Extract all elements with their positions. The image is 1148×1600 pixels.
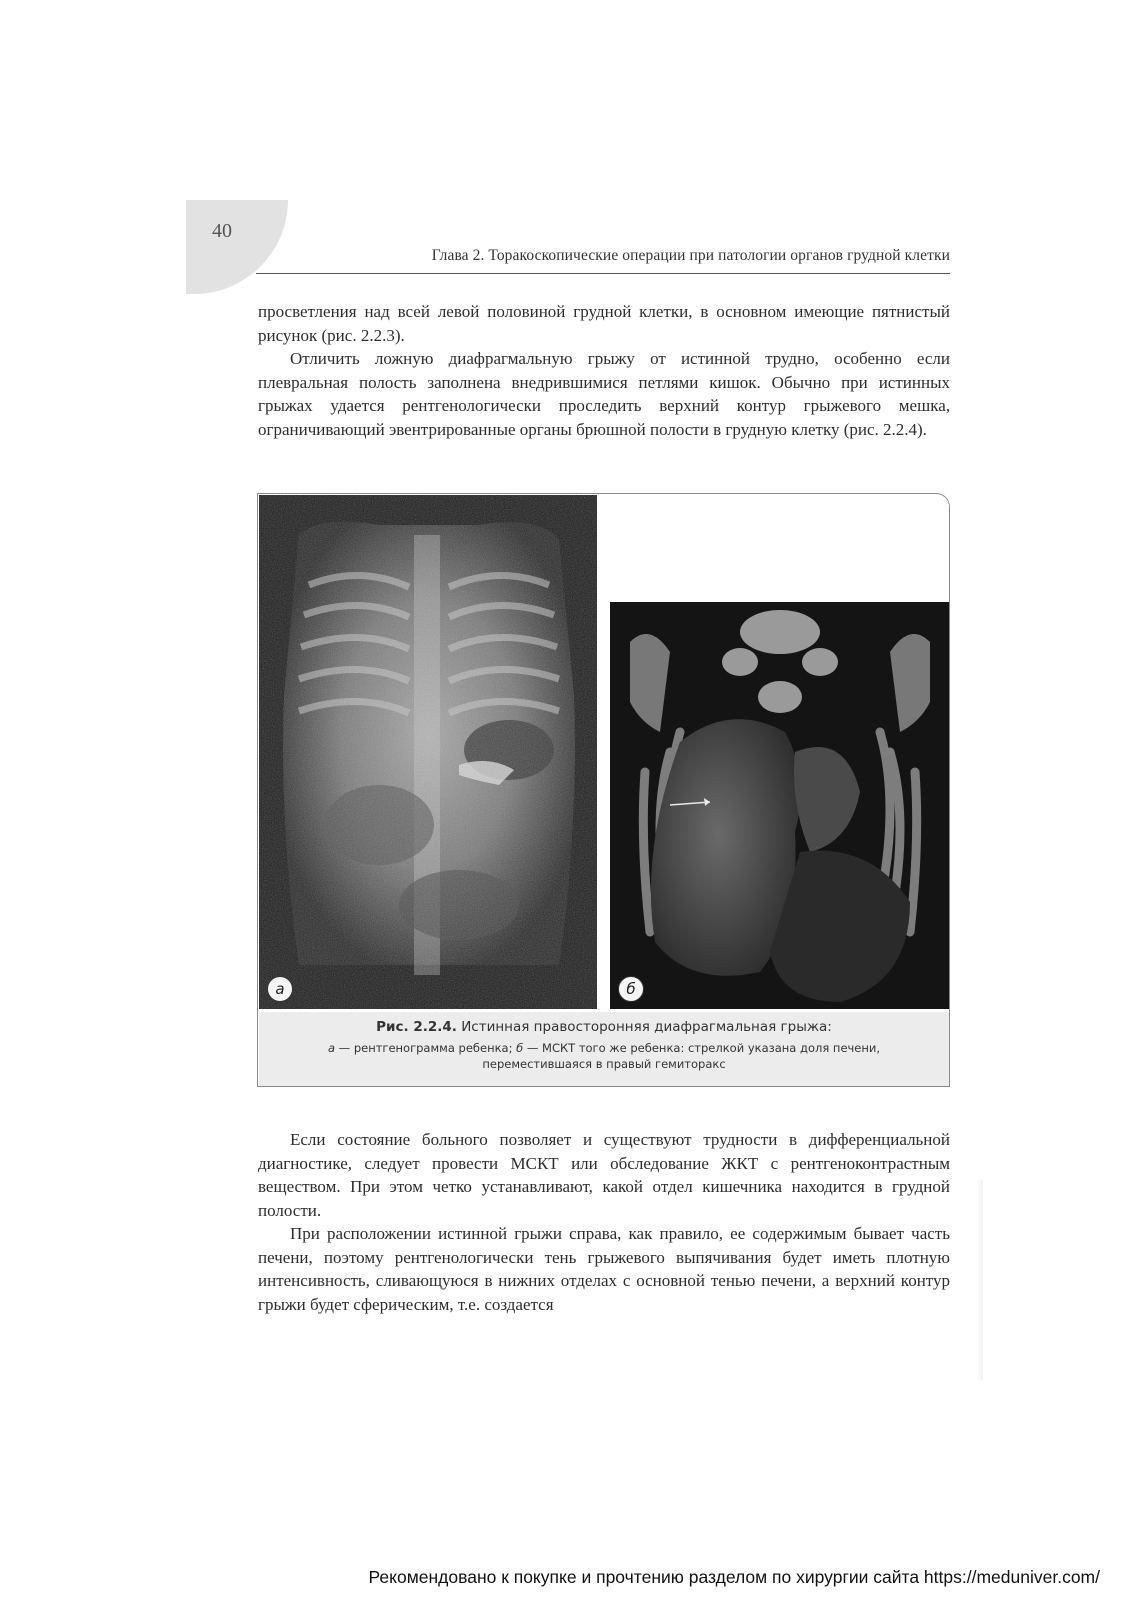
caption-key-b: б: [516, 1041, 524, 1055]
caption-text-line3: переместившаяся в правый гемиторакс: [482, 1057, 726, 1071]
panel-label-b: б: [618, 976, 644, 1002]
running-head: Глава 2. Торакоскопические операции при патологии органов грудной клетки: [431, 247, 950, 264]
footer-recommendation: Рекомендовано к покупке и прочтению разделом по хирургии сайта https://meduniver.com/: [368, 1567, 1100, 1587]
paragraph: Если состояние больного позволяет и существуют трудности в дифференциальной диагностике, следует провести МСКТ или обследование ЖКТ с рентгеноконтрастным веществом. При этом четко устанавливают, какой отдел кишечника находится в грудной полости.: [258, 1130, 950, 1220]
blank-area: [600, 495, 950, 601]
msct-3d-render: [610, 602, 950, 1009]
caption-description: [259, 1040, 949, 1072]
panel-label-a: а: [267, 976, 293, 1002]
caption-title: Истинная правосторонняя диафрагмальная грыжа:: [461, 1019, 832, 1035]
xray-image-panel-a: [259, 495, 597, 1009]
msct-image-panel-b: [610, 602, 950, 1009]
scan-edge-shadow: [977, 1180, 983, 1380]
body-text-top: [258, 300, 950, 441]
figure-caption: [259, 1012, 949, 1086]
caption-number: Рис. 2.2.4.: [376, 1019, 457, 1035]
paragraph: Отличить ложную диафрагмальную грыжу от истинной трудно, особенно если плевральная полость заполнена внедрившимися петлями кишок. Обычно при истинных грыжах удается рентгенологически проследить верхний контур грыжевого мешка, ограничивающий эвентрированные органы брюшной полости в грудную клетку (рис. 2.2.4).: [258, 349, 950, 439]
paragraph: просветления над всей левой половиной грудной клетки, в основном имеющие пятнистый рисунок (рис. 2.2.3).: [258, 302, 950, 345]
caption-key-a: а: [327, 1041, 336, 1055]
caption-text-a: — рентгенограмма ребенка;: [335, 1041, 517, 1055]
paragraph: При расположении истинной грыжи справа, как правило, ее содержимым бывает часть печени, поэтому рентгенологически тень грыжевого выпячивания будет иметь плотную интенсивность, сливающуюся в нижних отделах с основной тенью печени, а верхний контур грыжи будет сферическим, т.е. создается: [258, 1224, 950, 1314]
caption-text-b: — МСКТ того же ребенка: стрелкой указана доля печени,: [523, 1041, 881, 1055]
figure-2-2-4: [257, 493, 950, 1087]
page-number: 40: [212, 220, 232, 242]
header-rule: [256, 273, 950, 274]
xray-image: [259, 495, 597, 1009]
caption-title-line: [259, 1019, 949, 1035]
body-text-bottom: [258, 1128, 950, 1316]
